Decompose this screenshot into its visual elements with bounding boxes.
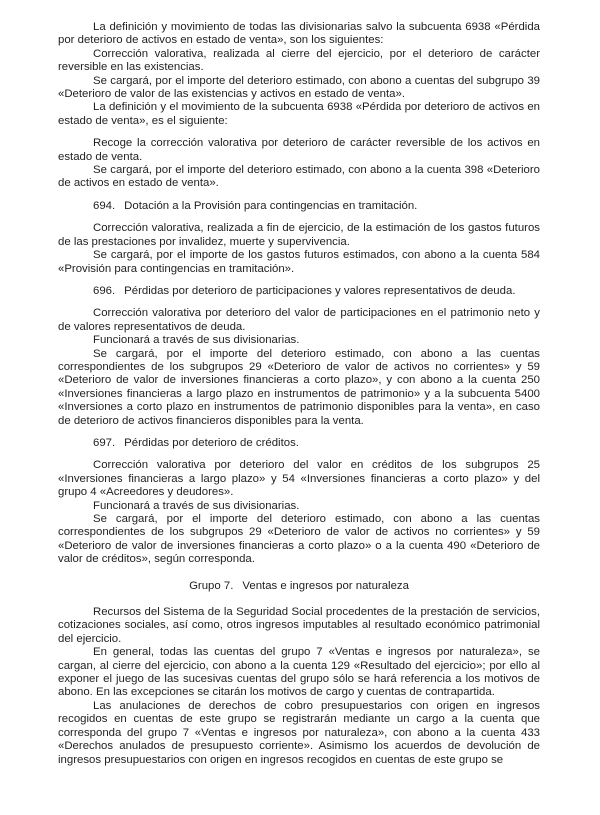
group-number: Grupo 7. (189, 579, 234, 592)
paragraph: Se cargará, por el importe de los gastos futuros estimados, con abono a la cuenta 584 «Provisión para contingencias en tramitación». (58, 249, 540, 275)
account-number: 694. (93, 199, 116, 212)
paragraph: La definición y el movimiento de la subcuenta 6938 «Pérdida por deterioro de activos en estado de venta», es el siguiente: (58, 101, 540, 127)
paragraph: Corrección valorativa, realizada al cierre del ejercicio, por el deterioro de carácter reversible en las existencias. (58, 47, 540, 74)
paragraph: Recoge la corrección valorativa por deterioro de carácter reversible de los activos en estado de venta. (58, 137, 540, 163)
paragraph: Recursos del Sistema de la Seguridad Social procedentes de la prestación de servicios, cotizaciones sociales, así como, otros ingresos imputables al resultado económico patrimonial del ejercicio. (58, 606, 540, 645)
account-number: 697. (93, 436, 116, 449)
account-number: 696. (93, 284, 116, 297)
account-heading-694 (58, 200, 540, 213)
account-title: Pérdidas por deterioro de participaciones y valores representativos de deuda. (124, 284, 516, 297)
account-heading-697 (58, 437, 540, 450)
account-heading-696 (58, 285, 540, 298)
paragraph: Se cargará, por el importe del deterioro estimado, con abono a la cuenta 398 «Deterioro de activos en estado de venta». (58, 164, 540, 190)
paragraph: Se cargará, por el importe del deterioro estimado, con abono a cuentas del subgrupo 39 «Deterioro de valor de las existencias y activos en estado de venta». (58, 74, 540, 101)
account-title: Dotación a la Provisión para contingencias en tramitación. (124, 199, 418, 212)
document-text-block (58, 21, 540, 767)
paragraph: En general, todas las cuentas del grupo 7 «Ventas e ingresos por naturaleza», se cargan, al cierre del ejercicio, con abono a la cuenta 129 «Resultado del ejercicio»; por ello al exponer el juego de las sucesivas cuentas del grupo sólo se hará referencia a los motivos de abono. En las excepciones se citarán los motivos de cargo y cuentas de contrapartida. (58, 646, 540, 699)
paragraph: Funcionará a través de sus divisionarias. (93, 334, 300, 347)
paragraph: Corrección valorativa por deterioro del valor de participaciones en el patrimonio neto y de valores representativos de deuda. (58, 307, 540, 333)
group-title: Ventas e ingresos por naturaleza (242, 579, 409, 592)
paragraph: Corrección valorativa, realizada a fin de ejercicio, de la estimación de los gastos futuros de las prestaciones por invalidez, muerte y supervivencia. (58, 222, 540, 248)
paragraph: Funcionará a través de sus divisionarias. (93, 499, 300, 512)
group-7-heading (58, 580, 540, 593)
paragraph: La definición y movimiento de todas las divisionarias salvo la subcuenta 6938 «Pérdida por deterioro de activos en estado de venta», son los siguientes: (58, 21, 540, 47)
paragraph: Corrección valorativa por deterioro del valor en créditos de los subgrupos 25 «Inversiones financieras a largo plazo» y 54 «Inversiones financieras a corto plazo» y del grupo 4 «Acreedores y deudores». (58, 459, 540, 499)
account-title: Pérdidas por deterioro de créditos. (124, 436, 299, 449)
paragraph: Las anulaciones de derechos de cobro presupuestarios con origen en ingresos recogidos en cuentas de este grupo se registrarán mediante un cargo a la cuenta que corresponda del grupo 7 «Ventas e ingresos por naturaleza», con abono a la cuenta 433 «Derechos anulados de presupuesto corriente». Asimismo los acuerdos de devolución de ingresos presupuestarios con origen en ingresos recogidos en cuentas de este grupo se (58, 699, 540, 766)
paragraph: Se cargará, por el importe del deterioro estimado, con abono a las cuentas correspondientes de los subgrupos 29 «Deterioro de valor de activos no corrientes» y 59 «Deterioro de valor de inversiones financieras a corto plazo» o a la cuenta 490 «Deterioro de valor de créditos», según corresponda. (58, 513, 540, 566)
paragraph: Se cargará, por el importe del deterioro estimado, con abono a las cuentas correspondientes de los subgrupos 29 «Deterioro de valor de activos no corrientes» y 59 «Deterioro de valor de inversiones financieras a corto plazo», y con abono a la cuenta 250 «Inversiones financieras a largo plazo en instrumentos de patrimonio» y a la subcuenta 5400 «Inversiones a corto plazo en instrumentos de patrimonio disponibles para la venta», en caso de deterioro de activos financieros disponibles para la venta. (58, 347, 540, 427)
